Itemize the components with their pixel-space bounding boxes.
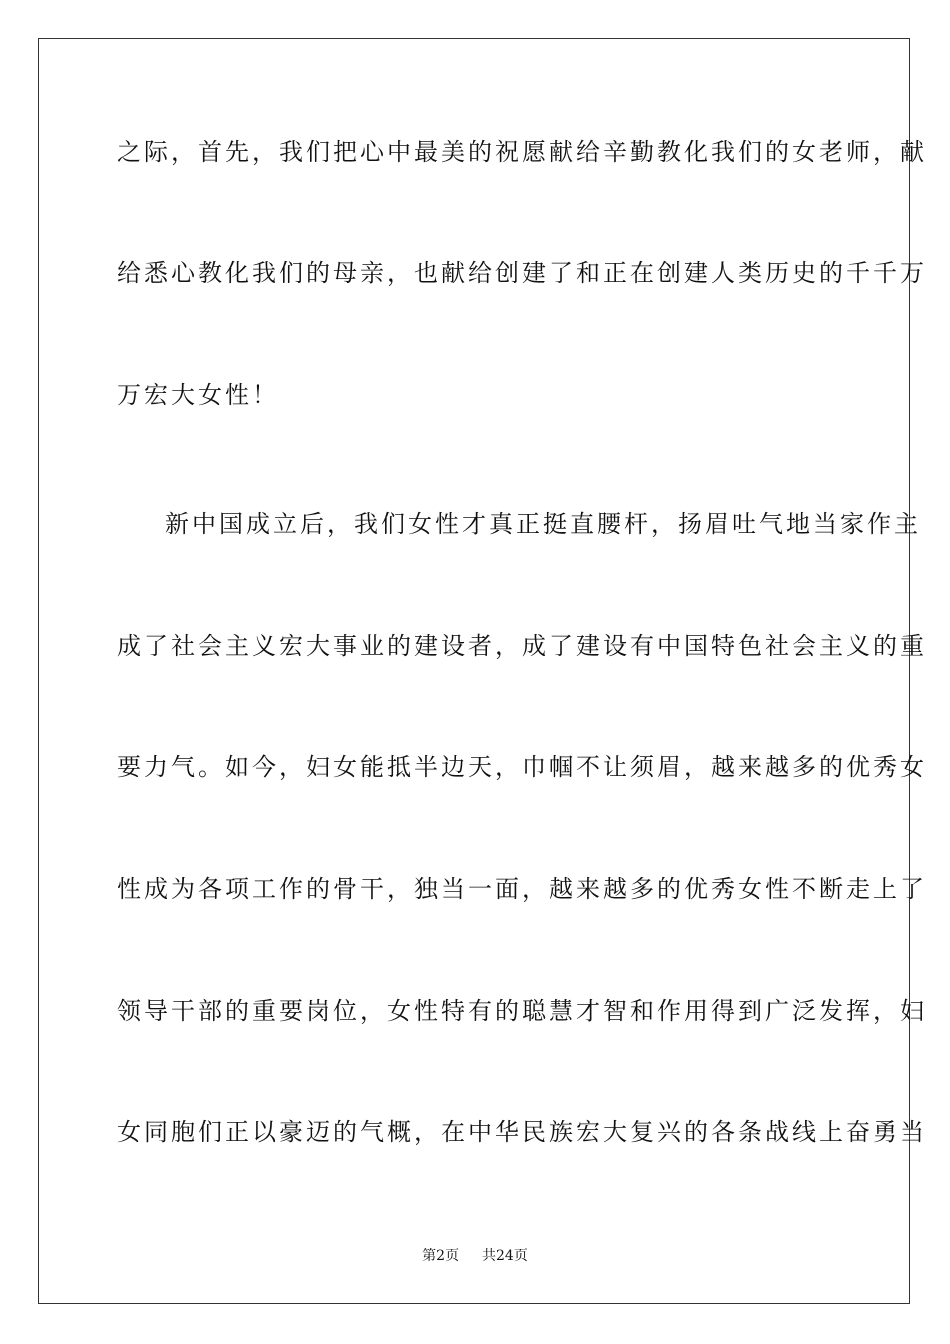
paragraph-line: 万宏大女性！ [117, 381, 279, 409]
paragraph-line: 要力气。如今，妇女能抵半边天，巾帼不让须眉，越来越多的优秀女 [117, 753, 927, 781]
paragraph-line: 之际，首先，我们把心中最美的祝愿献给辛勤教化我们的女老师，献 [117, 138, 927, 166]
paragraph-line: 新中国成立后，我们女性才真正挺直腰杆，扬眉吐气地当家作主 [165, 510, 921, 538]
paragraph-line: 领导干部的重要岗位，女性特有的聪慧才智和作用得到广泛发挥，妇 [117, 997, 927, 1025]
paragraph-line: 性成为各项工作的骨干，独当一面，越来越多的优秀女性不断走上了 [117, 875, 927, 903]
page-number: 第2页 [422, 1248, 460, 1264]
page-footer [0, 1245, 950, 1265]
paragraph-line: 给悉心教化我们的母亲，也献给创建了和正在创建人类历史的千千万 [117, 259, 927, 287]
page-border [38, 38, 927, 1304]
page-total: 共24页 [482, 1248, 528, 1264]
paragraph-line: 成了社会主义宏大事业的建设者，成了建设有中国特色社会主义的重 [117, 632, 927, 660]
paragraph-line: 女同胞们正以豪迈的气概，在中华民族宏大复兴的各条战线上奋勇当 [117, 1118, 927, 1146]
